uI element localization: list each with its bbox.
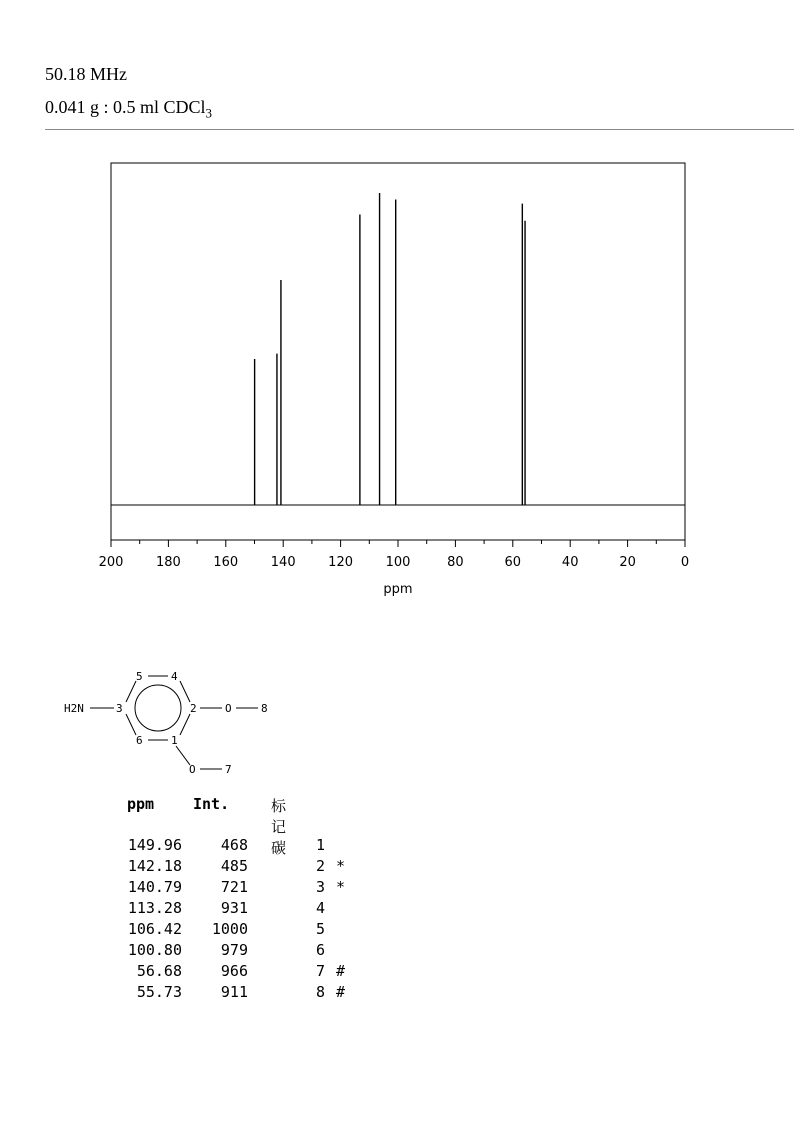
row-ppm: 106.42 [127, 920, 182, 938]
x-tick-label: 200 [98, 555, 124, 570]
row-ppm: 140.79 [127, 878, 182, 896]
aromatic-ring [135, 685, 181, 731]
col-header-int: Int. [193, 795, 230, 813]
x-tick-label: 160 [213, 555, 239, 570]
bond-3-5 [126, 681, 136, 702]
row-carbon: 5 [315, 920, 325, 938]
row-carbon: 7 [315, 962, 325, 980]
bond-4-2 [180, 681, 190, 702]
row-intensity: 931 [220, 899, 248, 917]
row-ppm: 149.96 [127, 836, 182, 854]
atom-label-5: 5 [136, 670, 143, 683]
atom-label-1: 1 [171, 734, 178, 747]
bond-6-3 [126, 714, 136, 735]
row-ppm: 142.18 [127, 857, 182, 875]
atom-label-4: 4 [171, 670, 178, 683]
row-carbon: 6 [315, 941, 325, 959]
x-tick-label: 0 [680, 555, 690, 570]
atom-oxygen-upper: O [225, 702, 232, 715]
x-tick-label: 20 [619, 555, 636, 570]
row-intensity: 485 [220, 857, 248, 875]
row-carbon: 3 [315, 878, 325, 896]
x-axis-label: ppm [383, 582, 413, 597]
row-intensity: 1000 [211, 920, 248, 938]
atom-label-3: 3 [116, 702, 123, 715]
atom-oxygen-lower: O [189, 763, 196, 776]
atom-label-6: 6 [136, 734, 143, 747]
x-tick-label: 180 [155, 555, 181, 570]
sample-label-main: 0.041 g : 0.5 ml CDCl [45, 97, 206, 117]
bond-1-o [176, 746, 190, 765]
x-tick-label: 140 [270, 555, 296, 570]
row-mark: * [336, 857, 346, 875]
bond-2-1 [180, 714, 190, 735]
row-intensity: 721 [220, 878, 248, 896]
x-tick-label: 60 [504, 555, 522, 570]
row-intensity: 911 [220, 983, 248, 1001]
row-carbon: 4 [315, 899, 325, 917]
row-intensity: 979 [220, 941, 248, 959]
row-ppm: 55.73 [136, 983, 182, 1001]
atom-label-2: 2 [190, 702, 197, 715]
x-tick-label: 40 [561, 555, 579, 570]
row-intensity: 966 [220, 962, 248, 980]
x-tick-label: 120 [328, 555, 354, 570]
row-mark: # [336, 962, 346, 980]
atom-label-7: 7 [225, 763, 232, 776]
row-ppm: 100.80 [127, 941, 182, 959]
row-carbon: 2 [315, 857, 325, 875]
col-header-carbon: 标记碳 [271, 797, 287, 857]
row-carbon: 8 [315, 983, 325, 1001]
row-ppm: 56.68 [136, 962, 182, 980]
row-mark: * [336, 878, 346, 896]
row-carbon: 1 [315, 836, 325, 854]
molecule-structure [0, 0, 300, 790]
row-intensity: 468 [220, 836, 248, 854]
row-mark: # [336, 983, 346, 1001]
x-tick-label: 100 [385, 555, 411, 570]
row-ppm: 113.28 [127, 899, 182, 917]
frequency-label: 50.18 MHz [45, 64, 127, 84]
col-header-ppm: ppm [127, 795, 155, 813]
atom-amine: H2N [64, 702, 84, 715]
sample-label-subscript: 3 [205, 105, 213, 121]
x-tick-label: 80 [447, 555, 464, 570]
atom-label-8: 8 [261, 702, 268, 715]
